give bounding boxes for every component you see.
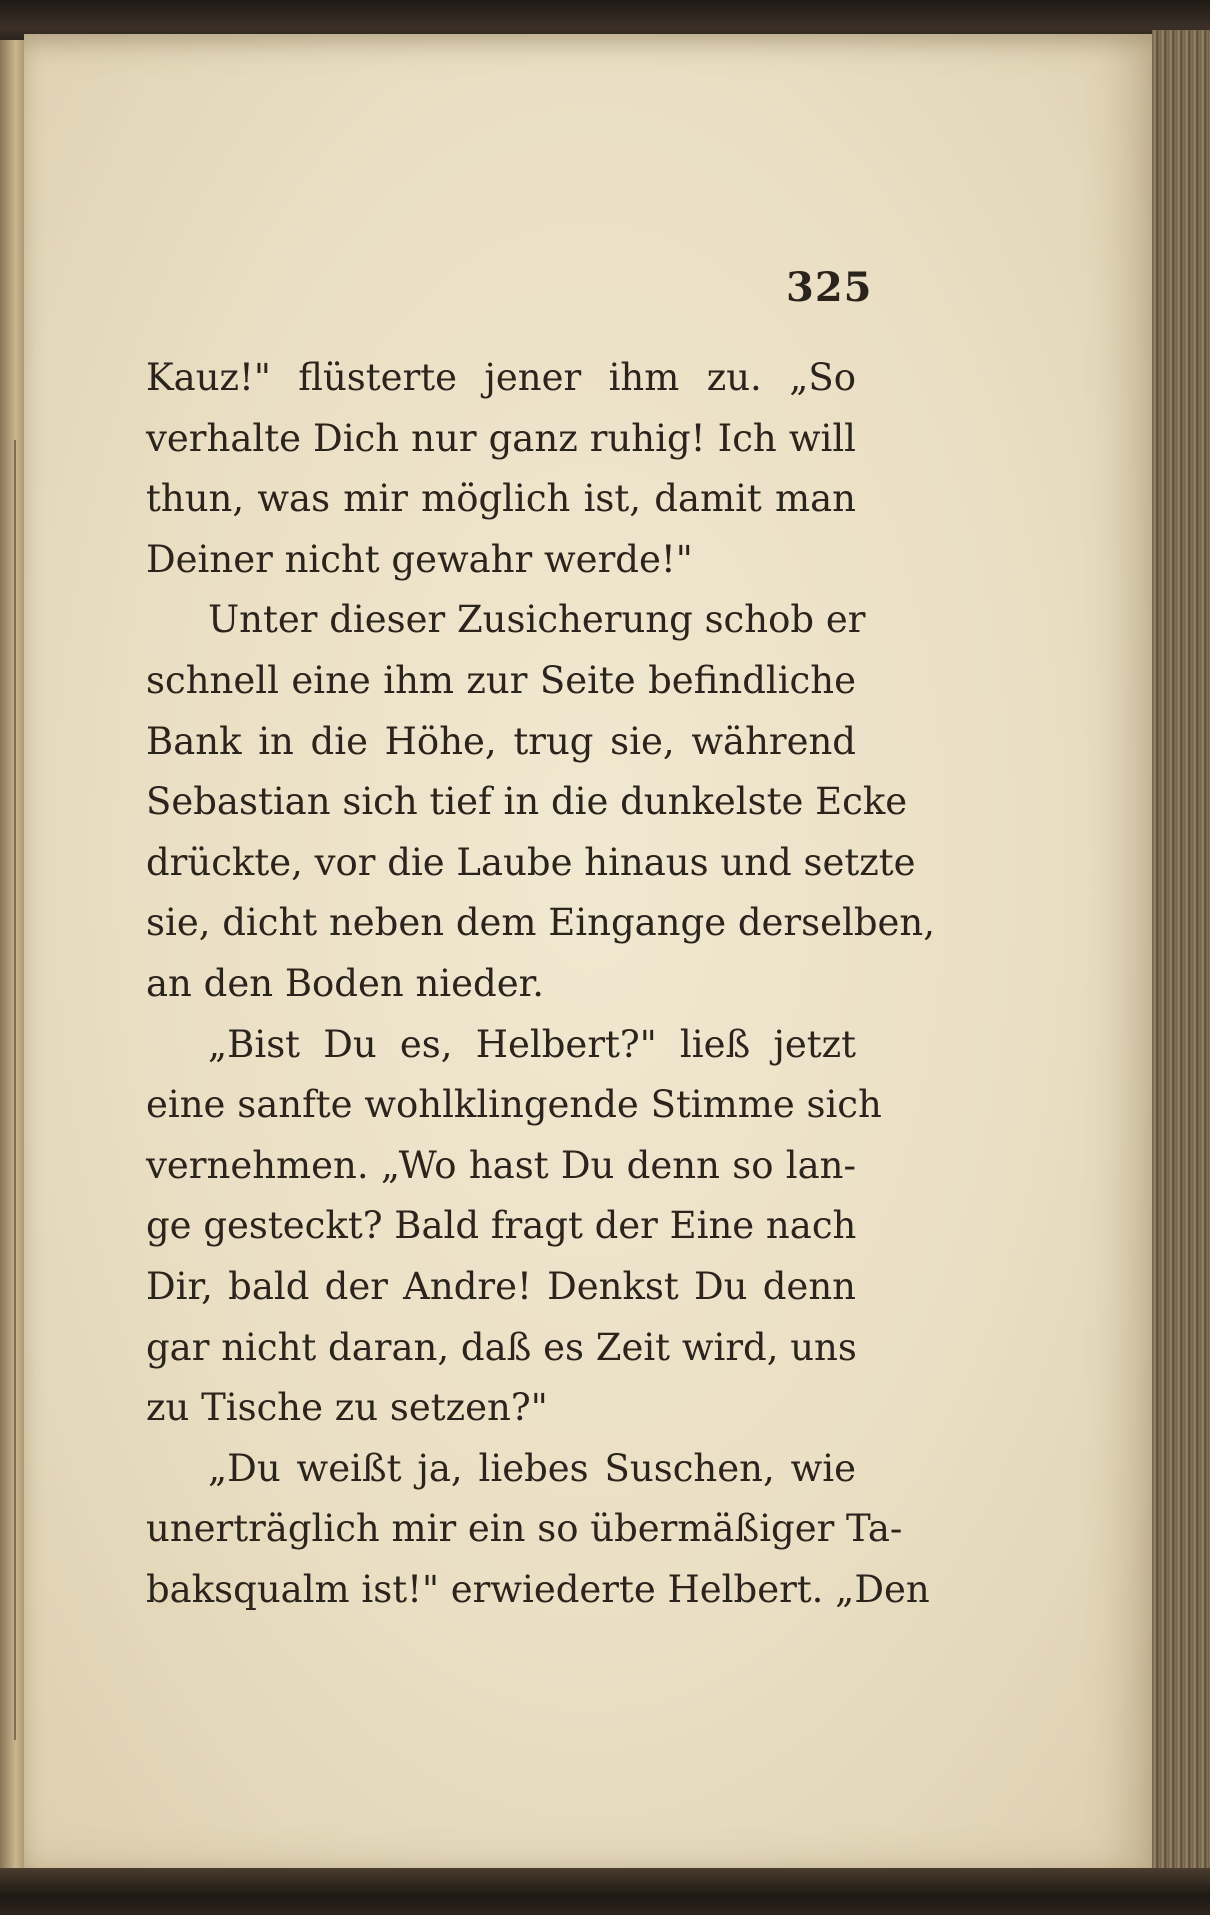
text-line: an den Boden nieder. [146, 961, 544, 1005]
text-line: gar nicht daran, daß es Zeit wird, uns [146, 1325, 857, 1369]
text-line: „Bist Du es, Helbert?" ließ jetzt [208, 1022, 856, 1066]
text-line: thun, was mir möglich ist, damit man [146, 477, 856, 521]
page-stack-edge [1152, 30, 1210, 1880]
text-line: drückte, vor die Laube hinaus und setzte [146, 840, 916, 884]
text-line: Unter dieser Zusicherung schob er [208, 598, 866, 642]
text-line: Bank in die Höhe, trug sie, während [146, 719, 856, 763]
body-text [146, 348, 936, 1620]
text-line: Sebastian sich tief in die dunkelste Ecke [146, 780, 908, 824]
text-line: verhalte Dich nur ganz ruhig! Ich will [146, 416, 856, 460]
text-line: vernehmen. „Wo hast Du denn so lan- [146, 1143, 856, 1187]
text-line: Deiner nicht gewahr werde!" [146, 537, 693, 581]
text-line: eine sanfte wohlklingende Stimme sich [146, 1083, 882, 1127]
text-line: unerträglich mir ein so übermäßiger Ta- [146, 1507, 903, 1551]
text-line: sie, dicht neben dem Eingange derselben, [146, 901, 936, 945]
text-line: „Du weißt ja, liebes Suschen, wie [208, 1446, 856, 1490]
text-line: zu Tische zu setzen?" [146, 1386, 548, 1430]
text-line: Dir, bald der Andre! Denkst Du denn [146, 1264, 856, 1308]
text-line: ge gesteckt? Bald fragt der Eine nach [146, 1204, 857, 1248]
page-number: 325 [786, 264, 873, 311]
gutter-margin-marks [14, 440, 42, 1740]
text-line: Kauz!" flüsterte jener ihm zu. „So [146, 356, 856, 399]
book-binding-bottom [0, 1868, 1210, 1915]
text-line: schnell eine ihm zur Seite befindliche [146, 658, 856, 702]
text-line: baksqualm ist!" erwiederte Helbert. „Den [146, 1567, 930, 1611]
